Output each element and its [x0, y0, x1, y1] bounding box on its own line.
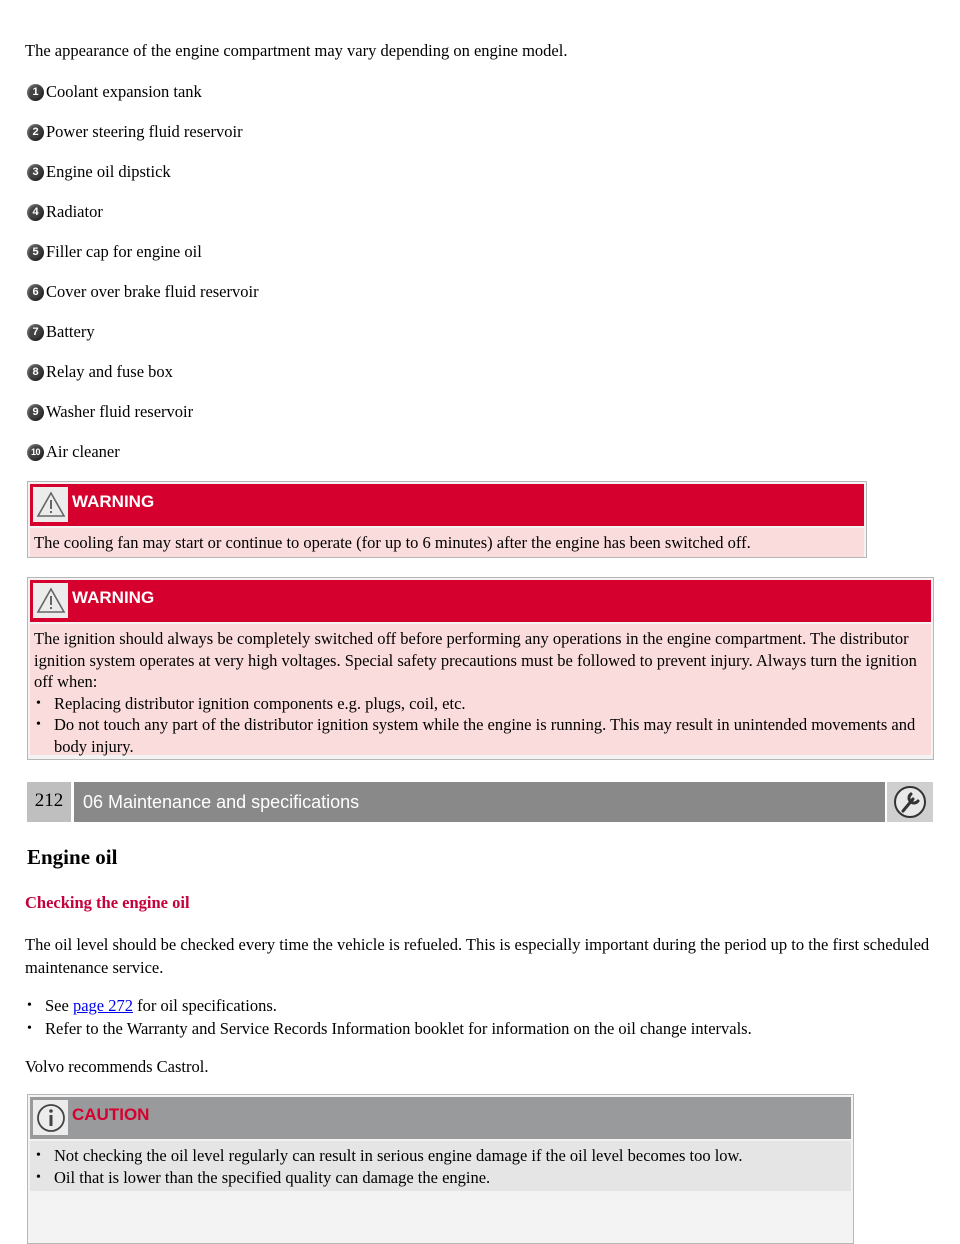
warning-title: WARNING: [72, 492, 155, 511]
number-badge: 1: [27, 84, 44, 101]
warning-header: [30, 580, 931, 622]
component-label: Air cleaner: [46, 442, 120, 461]
section-subtitle: Checking the engine oil: [25, 893, 190, 912]
component-label: Cover over brake fluid reservoir: [46, 282, 259, 301]
component-label: Power steering fluid reservoir: [46, 122, 243, 141]
component-label: Battery: [46, 322, 95, 341]
caution-box: [27, 1094, 854, 1244]
component-label: Engine oil dipstick: [46, 162, 171, 181]
list-item: [27, 402, 193, 422]
chapter-title: 06 Maintenance and specifications: [74, 782, 885, 822]
number-badge: 7: [27, 324, 44, 341]
number-badge: 10: [27, 444, 44, 461]
info-icon: [33, 1100, 68, 1135]
component-label: Washer fluid reservoir: [46, 402, 194, 421]
number-badge: 2: [27, 124, 44, 141]
list-item: [27, 162, 171, 182]
list-item: [27, 322, 95, 342]
page-272-link[interactable]: page 272: [72, 996, 133, 1015]
list-item: [27, 362, 173, 382]
recommendation-text: Volvo recommends Castrol.: [25, 1057, 209, 1076]
component-label: Relay and fuse box: [46, 362, 173, 381]
oil-bullets: [25, 994, 930, 1040]
list-item: • See page 272 for oil specifications.: [25, 994, 930, 1017]
intro-text: The appearance of the engine compartment may vary depending on engine model.: [25, 41, 568, 60]
warning-bullet: • Do not touch any part of the distributor ignition system while the engine is running. This may result in unintended movements and body injury.: [34, 714, 927, 757]
number-badge: 5: [27, 244, 44, 261]
number-badge: 6: [27, 284, 44, 301]
list-item: [27, 122, 243, 142]
warning-triangle-icon: [33, 583, 68, 618]
oil-check-paragraph: The oil level should be checked every time the vehicle is refueled. This is especially important during the period up to the first scheduled maintenance service.: [25, 935, 930, 977]
number-badge: 8: [27, 364, 44, 381]
component-label: Filler cap for engine oil: [46, 242, 202, 261]
warning-body: [30, 624, 931, 755]
number-badge: 4: [27, 204, 44, 221]
number-badge: 9: [27, 404, 44, 421]
warning-title: WARNING: [72, 588, 155, 607]
list-item: • Refer to the Warranty and Service Records Information booklet for information on the oil change intervals.: [25, 1017, 930, 1040]
list-item: [27, 242, 202, 262]
component-label: Coolant expansion tank: [46, 82, 202, 101]
wrench-icon: [887, 782, 933, 822]
warning-header: [30, 484, 864, 526]
list-item: [27, 202, 103, 222]
section-title: Engine oil: [27, 845, 118, 869]
chapter-bar: [27, 782, 933, 822]
caution-header: [30, 1097, 851, 1139]
component-label: Radiator: [46, 202, 103, 221]
warning-text: The ignition should always be completely switched off before performing any operations in the engine compartment. The distributor ignition system operates at very high voltages. Special safety precautions must be followed to prevent injury. Always turn the ignition off when:: [34, 629, 917, 691]
list-item: [27, 282, 259, 302]
page-number: 212: [27, 782, 71, 822]
caution-title: CAUTION: [72, 1105, 150, 1124]
caution-bullet: • Oil that is lower than the specified quality can damage the engine.: [34, 1167, 847, 1189]
list-item: [27, 82, 202, 102]
warning-body: The cooling fan may start or continue to operate (for up to 6 minutes) after the engine has been switched off.: [30, 528, 864, 557]
number-badge: 3: [27, 164, 44, 181]
warning-bullet: • Replacing distributor ignition components e.g. plugs, coil, etc.: [34, 693, 927, 715]
warning-box-cooling-fan: [27, 481, 867, 558]
caution-body: [30, 1141, 851, 1191]
warning-box-ignition: [27, 577, 934, 760]
caution-bullet: • Not checking the oil level regularly can result in serious engine damage if the oil level becomes too low.: [34, 1145, 847, 1167]
warning-triangle-icon: [33, 487, 68, 522]
list-item: [27, 442, 120, 462]
